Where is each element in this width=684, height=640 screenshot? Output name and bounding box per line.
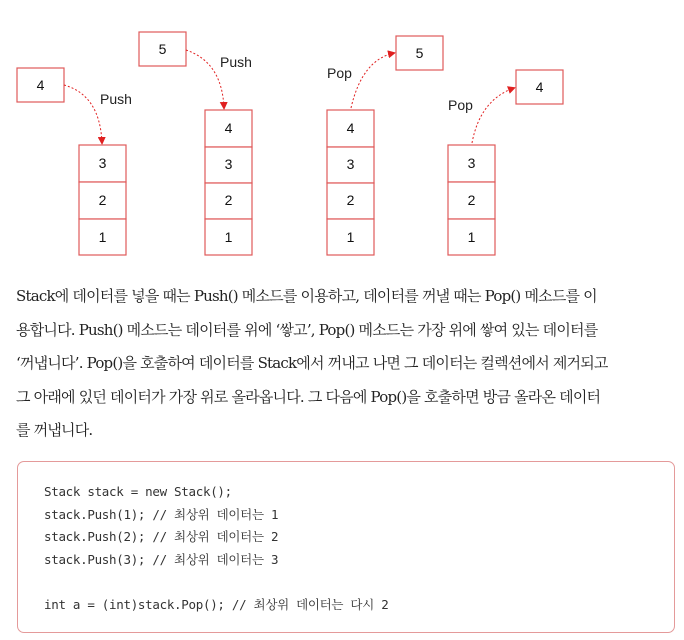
push-arrow xyxy=(186,50,224,108)
paragraph-line: 를 꺼냅니다. xyxy=(16,421,93,439)
stage-2-push xyxy=(139,32,252,255)
stack-cell: 3 xyxy=(224,156,233,172)
stage-1-push xyxy=(17,68,132,255)
outgoing-box xyxy=(516,70,563,104)
paragraph-line: Stack에 데이터를 넣을 때는 Push() 메소드를 이용하고, 데이터를 꺼낼 때는 Pop() 메소드를 이 xyxy=(16,287,597,305)
paragraph-line: ‘꺼냅니다’. Pop()을 호출하여 데이터를 Stack에서 꺼내고 나면 그 데이터는 컬렉션에서 제거되고 xyxy=(16,354,608,372)
stack-cell: 3 xyxy=(98,155,107,171)
push-label: Push xyxy=(100,91,132,107)
pop-arrow xyxy=(351,53,394,108)
stack-cell: 1 xyxy=(467,229,476,245)
push-arrow xyxy=(64,85,102,143)
stack-cell: 2 xyxy=(98,192,107,208)
stack-cell: 2 xyxy=(467,192,476,208)
code-line xyxy=(44,571,388,594)
stage-4-pop xyxy=(448,70,563,255)
pop-label: Pop xyxy=(448,97,473,113)
code-block xyxy=(17,461,675,633)
stack-column xyxy=(205,110,252,255)
paragraph-line: 그 아래에 있던 데이터가 가장 위로 올라옵니다. 그 다음에 Pop()을 호출하면 방금 올라온 데이터 xyxy=(16,387,601,406)
code-content xyxy=(44,481,388,616)
stack-diagram xyxy=(0,0,684,265)
code-line: Stack stack = new Stack(); xyxy=(44,484,232,499)
incoming-value: 4 xyxy=(36,77,45,93)
stack-cell: 2 xyxy=(224,192,233,208)
pop-label: Pop xyxy=(327,65,352,81)
stack-cell: 4 xyxy=(346,120,355,136)
stack-column xyxy=(79,145,126,255)
stack-cell: 4 xyxy=(224,120,233,136)
incoming-box xyxy=(139,32,186,66)
code-line: stack.Push(2); // 최상위 데이터는 2 xyxy=(44,529,279,544)
stack-cell: 3 xyxy=(467,155,476,171)
explanation-paragraph xyxy=(16,280,680,448)
stage-3-pop xyxy=(327,36,443,255)
code-line: stack.Push(1); // 최상위 데이터는 1 xyxy=(44,506,279,522)
push-label: Push xyxy=(220,54,252,70)
code-line: stack.Push(3); // 최상위 데이터는 3 xyxy=(44,551,279,567)
outgoing-value: 4 xyxy=(535,79,544,95)
outgoing-box xyxy=(396,36,443,70)
incoming-box xyxy=(17,68,64,102)
incoming-value: 5 xyxy=(158,41,167,57)
stack-cell: 3 xyxy=(346,156,355,172)
stack-cell: 1 xyxy=(98,229,107,245)
code-line: int a = (int)stack.Pop(); // 최상위 데이터는 다시 2 xyxy=(44,596,389,612)
stack-cell: 2 xyxy=(346,192,355,208)
stack-column xyxy=(327,110,374,255)
pop-arrow xyxy=(472,88,514,143)
stack-column xyxy=(448,145,495,255)
paragraph-line: 용합니다. Push() 메소드는 데이터를 위에 ‘쌓고’, Pop() 메소드는 가장 위에 쌓여 있는 데이터를 xyxy=(16,320,598,339)
stack-cell: 1 xyxy=(346,229,355,245)
stack-cell: 1 xyxy=(224,229,233,245)
outgoing-value: 5 xyxy=(415,45,424,61)
